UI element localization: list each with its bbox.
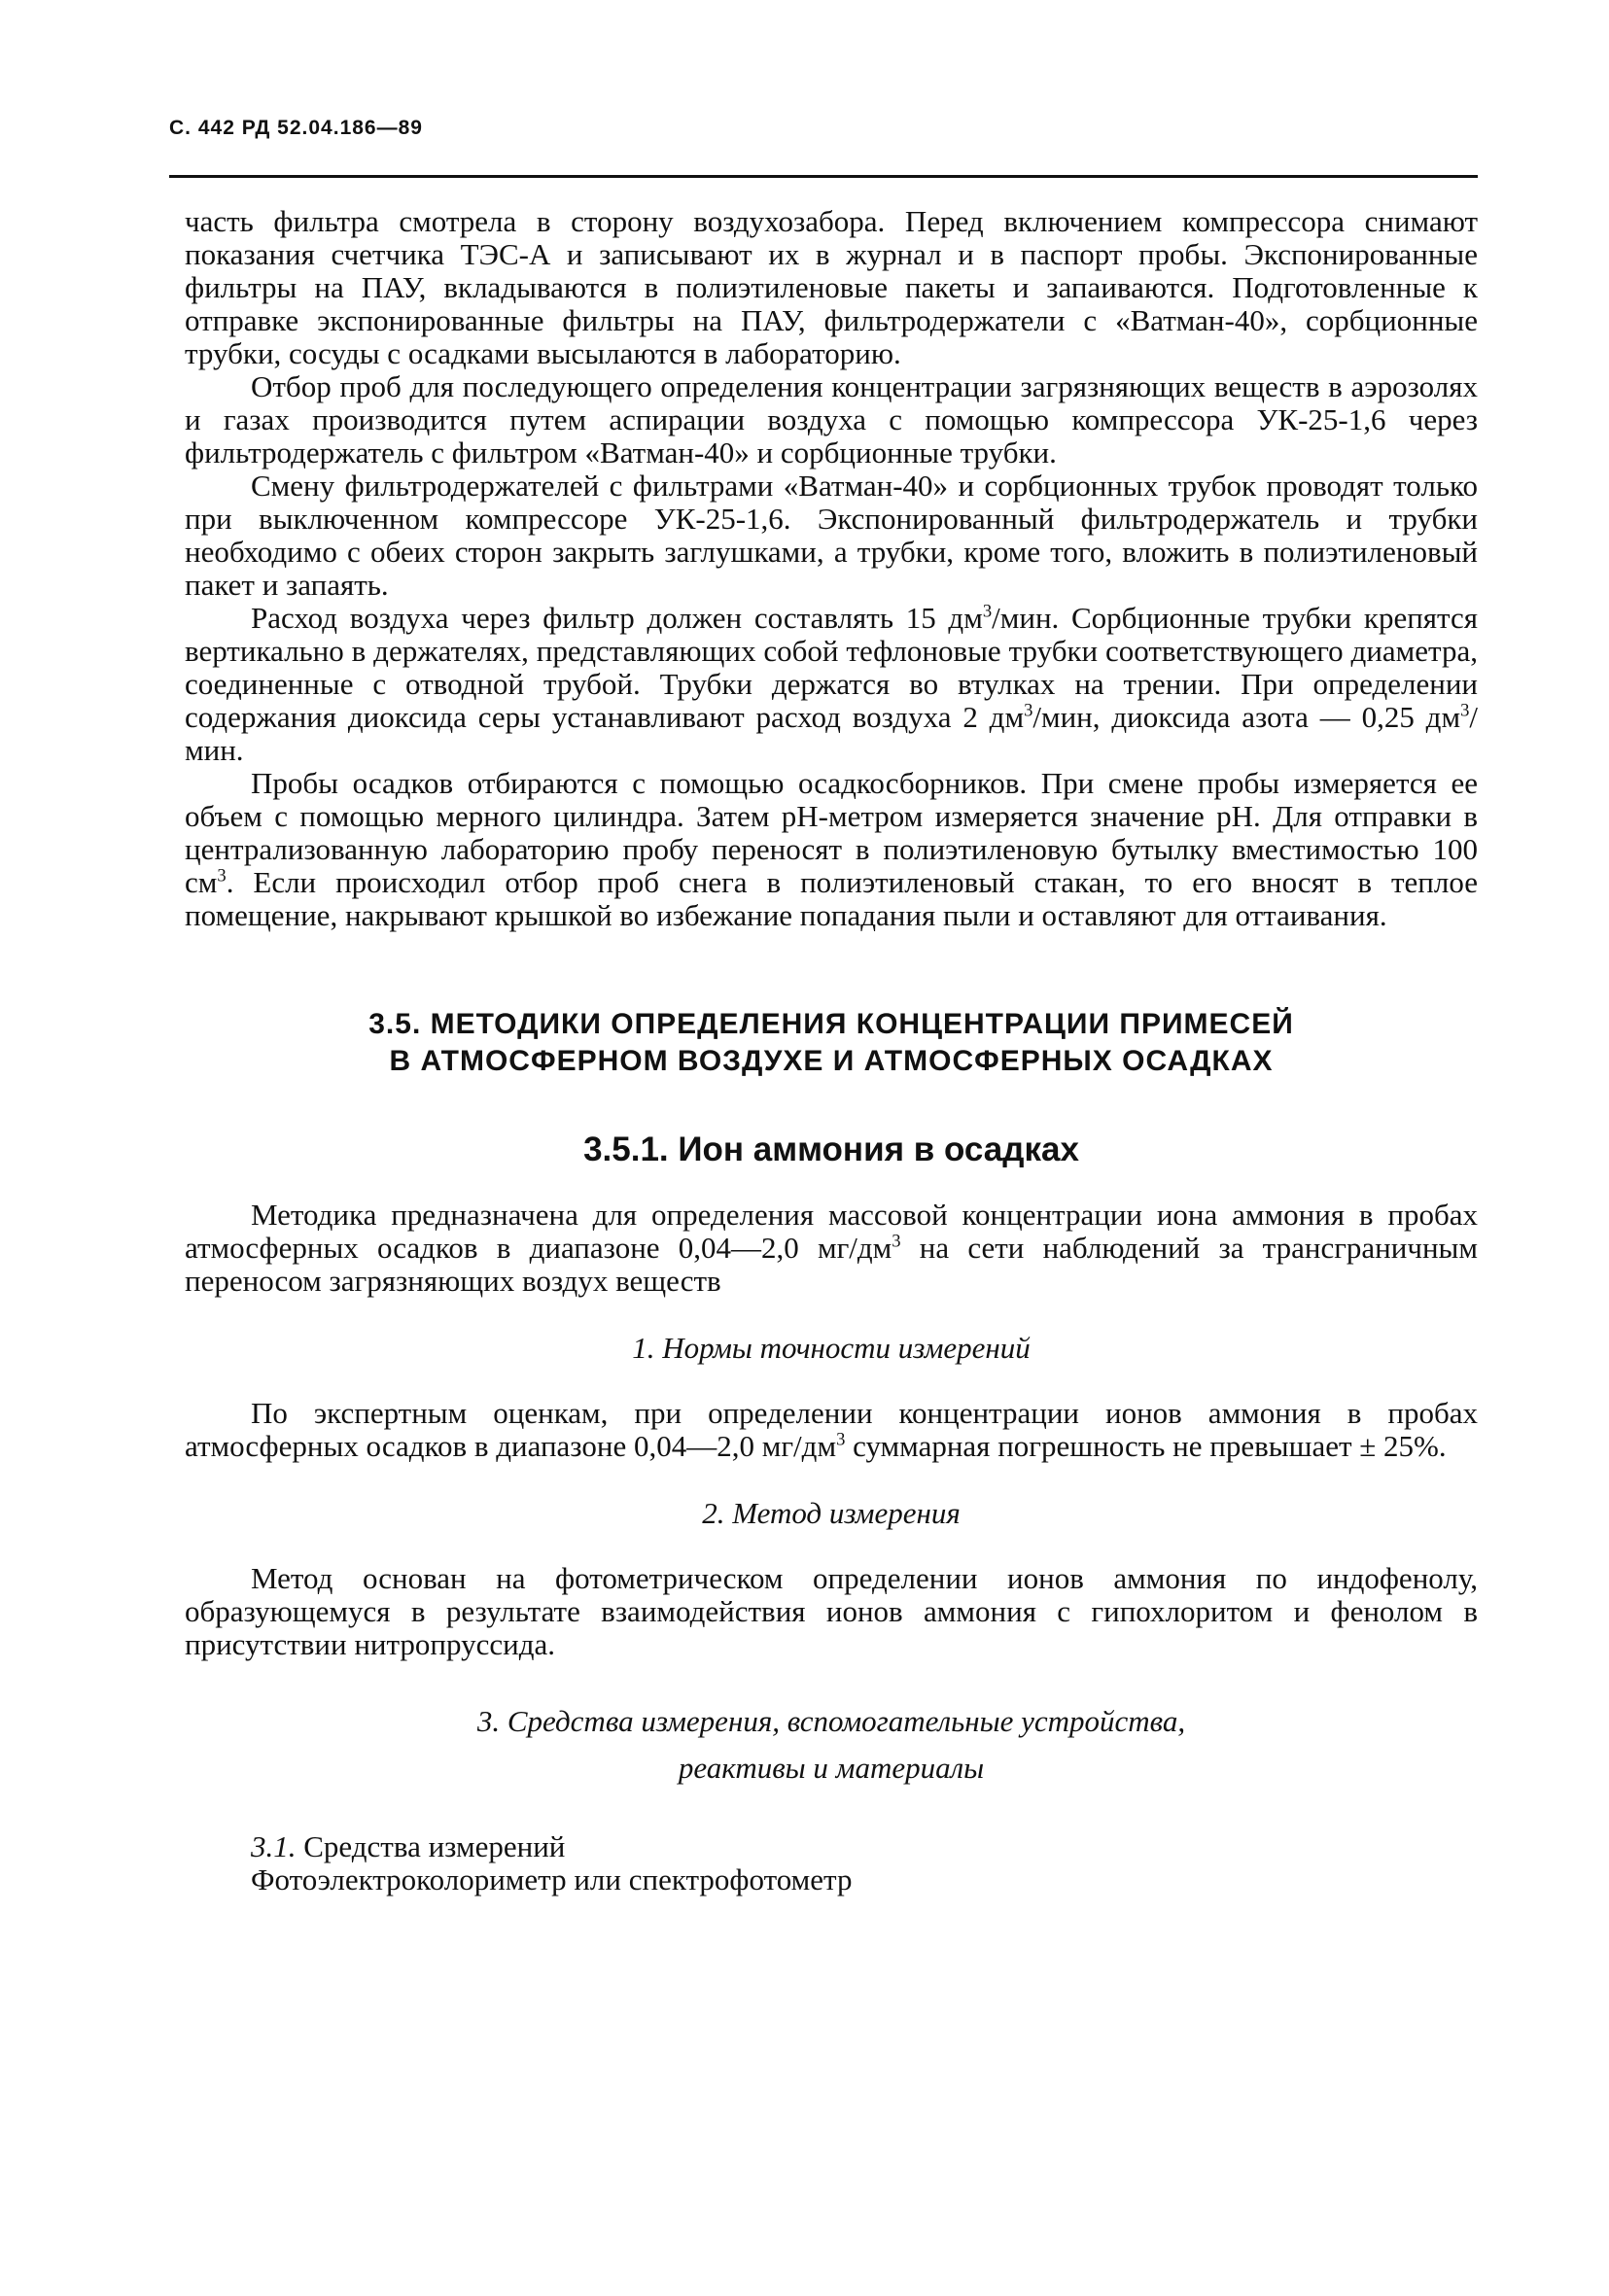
subsection-title: 3.5.1. Ион аммония в осадках (583, 1131, 1079, 1168)
paragraph-precipitation: Пробы осадков отбираются с помощью осадкосборников. При смене пробы измеряется ее объем с помощью мерного цилиндра. Затем рН-метром измеряется значение рН. Для отправки в централизованную лабораторию пробу переносят в полиэтиленовую бутылку вместимостью 100 $см^3$. Если происходил отбор проб снега в полиэтиленовый стакан, то его вносят в теплое помещение, накрывают крышкой во избежание попадания пыли и оставляют для оттаивания. (185, 766, 1478, 932)
header-rule (169, 175, 1478, 178)
paragraph-intro: Методика предназначена для определения массовой концентрации иона аммония в пробах атмосферных осадков в диапазоне 0,04—2,0 $мг/дм^3$ на сети наблюдений за трансграничным переносом загрязняющих воздух веществ (185, 1198, 1478, 1298)
paragraph-method: Метод основан на фотометрическом определении ионов аммония по индофенолу, образующемуся в результате взаимодействия ионов аммония с гипохлоритом и фенолом в присутствии нитропруссида. (185, 1561, 1478, 1661)
heading-accuracy: 1. Нормы точности измерений (632, 1331, 1031, 1365)
paragraph-sampling: Отбор проб для последующего определения концентрации загрязняющих веществ в аэрозолях и газах производится путем аспирации воздуха с помощью компрессора УК-25-1,6 через фильтродержатель с фильтром «Ватман-40» и сорбционные трубки. (185, 369, 1478, 470)
paragraph-air-flow: Расход воздуха через фильтр должен составлять 15 $дм^3$/мин. Сорбционные трубки крепятся вертикально в держателях, представляющих собой тефлоновые трубки соответствующего диаметра, соединенные с отводной трубой. Трубки держатся во втулках на трении. При определении содержания диоксида серы устанавливают расход воздуха 2 $дм^3$/мин, диоксида азота — 0,25 $дм^3$/мин. (185, 601, 1479, 767)
document-page (169, 117, 1479, 1896)
paragraph-filter-change: Смену фильтродержателей с фильтрами «Ватман-40» и сорбционных трубок проводят только при выключенном компрессоре УК-25-1,6. Экспонированный фильтродержатель и трубки необходимо с обеих сторон закрыть заглушками, а трубки, кроме того, вложить в полиэтиленовый пакет и запаять. (185, 469, 1478, 602)
heading-means: 3. Средства измерения, вспомогательные устройства, реактивы и материалы (476, 1704, 1186, 1785)
paragraph-filter-handling: часть фильтра смотрела в сторону воздухозабора. Перед включением компрессора снимают показания счетчика ТЭС-А и записывают их в журнал и в паспорт пробы. Экспонированные фильтры на ПАУ, вкладываются в полиэтиленовые пакеты и запаиваются. Подготовленные к отправке экспонированные фильтры на ПАУ, фильтродержатели с «Ватман-40», сорбционные трубки, сосуды с осадками высылаются в лабораторию. (185, 204, 1478, 370)
running-head: С. 442 РД 52.04.186—89 (169, 117, 423, 139)
continuation-text (185, 205, 1478, 932)
item-measurement-means: 3.1. Средства измерений (251, 1829, 566, 1863)
heading-method: 2. Метод измерения (702, 1496, 961, 1530)
item-photometer: Фотоэлектроколориметр или спектрофотометр (251, 1862, 853, 1896)
section-title: 3.5. МЕТОДИКИ ОПРЕДЕЛЕНИЯ КОНЦЕНТРАЦИИ ПРИМЕСЕЙ В АТМОСФЕРНОМ ВОЗДУХЕ И АТМОСФЕРНЫХ ОСАДКАХ (368, 1008, 1294, 1077)
paragraph-accuracy: По экспертным оценкам, при определении концентрации ионов аммония в пробах атмосферных осадков в диапазоне 0,04—2,0 $мг/дм^3$ суммарная погрешность не превышает ± 25%. (185, 1396, 1478, 1463)
